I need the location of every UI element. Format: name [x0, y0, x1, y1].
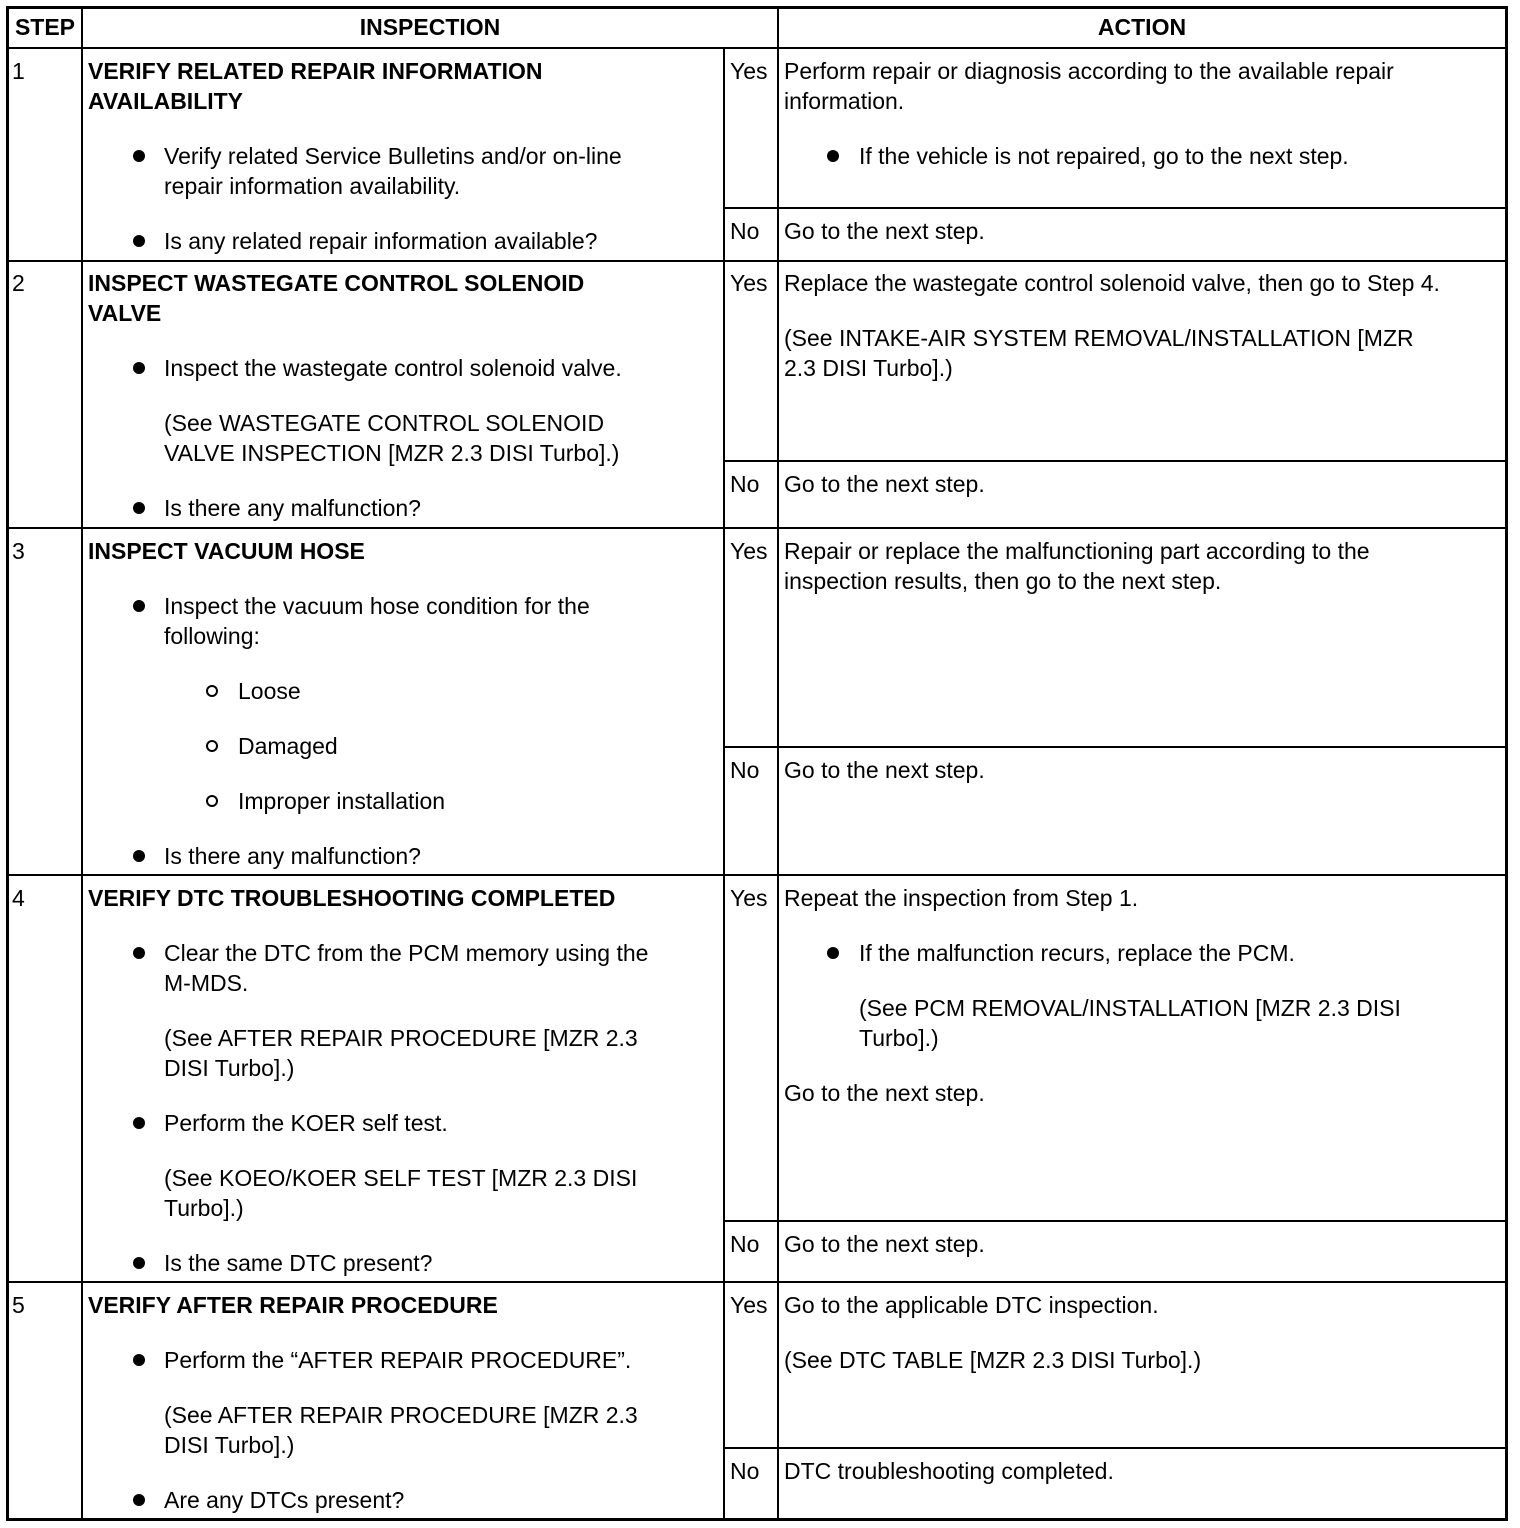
yes-action: Perform repair or diagnosis according to the available repair	[784, 58, 1394, 84]
bullet-icon	[133, 1354, 145, 1366]
circle-bullet-icon	[206, 740, 218, 752]
yes-label: Yes	[730, 1292, 768, 1318]
inspection-subitem: Damaged	[238, 733, 338, 759]
inspection-question: Is there any malfunction?	[164, 495, 421, 521]
yes-no-divider-4	[723, 1220, 1508, 1222]
yes-reference: Turbo].)	[859, 1025, 939, 1051]
yes-no-divider-3	[723, 746, 1508, 748]
step-title: VERIFY DTC TROUBLESHOOTING COMPLETED	[88, 885, 616, 911]
no-action: Go to the next step.	[784, 471, 985, 497]
no-label: No	[730, 1231, 760, 1257]
header-row-divider	[6, 47, 1508, 49]
yes-no-divider-1	[723, 207, 1508, 209]
yes-action-bullet: If the malfunction recurs, replace the PCM.	[859, 940, 1295, 966]
header-action: ACTION	[1097, 14, 1187, 40]
yes-reference: 2.3 DISI Turbo].)	[784, 355, 953, 381]
inspection-item: M-MDS.	[164, 970, 249, 996]
column-divider-yesno	[723, 48, 725, 1521]
step-number: 5	[12, 1292, 25, 1318]
no-action: Go to the next step.	[784, 218, 985, 244]
inspection-item: Perform the “AFTER REPAIR PROCEDURE”.	[164, 1347, 632, 1373]
no-label: No	[730, 757, 760, 783]
no-action: Go to the next step.	[784, 757, 985, 783]
yes-action: Repeat the inspection from Step 1.	[784, 885, 1139, 911]
header-inspection: INSPECTION	[359, 14, 501, 40]
yes-action: inspection results, then go to the next step.	[784, 568, 1222, 594]
yes-label: Yes	[730, 538, 768, 564]
inspection-subitem: Loose	[238, 678, 301, 704]
row-divider-1-2	[6, 260, 1508, 262]
column-divider-action	[777, 6, 779, 1521]
bullet-icon	[827, 947, 839, 959]
yes-no-divider-5	[723, 1447, 1508, 1449]
no-label: No	[730, 1458, 760, 1484]
bullet-icon	[133, 1494, 145, 1506]
row-divider-4-5	[6, 1281, 1508, 1283]
yes-action: Go to the applicable DTC inspection.	[784, 1292, 1159, 1318]
row-divider-2-3	[6, 527, 1508, 529]
yes-no-divider-2	[723, 460, 1508, 462]
step-title: VERIFY RELATED REPAIR INFORMATION	[88, 58, 543, 84]
yes-action: Repair or replace the malfunctioning part according to the	[784, 538, 1370, 564]
step-title: INSPECT VACUUM HOSE	[88, 538, 365, 564]
header-step: STEP	[14, 14, 76, 40]
column-divider-step	[81, 6, 83, 1521]
step-number: 3	[12, 538, 25, 564]
yes-action: Replace the wastegate control solenoid valve, then go to Step 4.	[784, 270, 1440, 296]
inspection-question: Is any related repair information available?	[164, 228, 598, 254]
inspection-item: Perform the KOER self test.	[164, 1110, 448, 1136]
bullet-icon	[133, 1117, 145, 1129]
bullet-icon	[827, 150, 839, 162]
inspection-item: repair information availability.	[164, 173, 461, 199]
yes-reference: (See PCM REMOVAL/INSTALLATION [MZR 2.3 DISI	[859, 995, 1401, 1021]
inspection-reference: DISI Turbo].)	[164, 1055, 295, 1081]
circle-bullet-icon	[206, 685, 218, 697]
inspection-reference: (See AFTER REPAIR PROCEDURE [MZR 2.3	[164, 1402, 638, 1428]
inspection-item: following:	[164, 623, 260, 649]
yes-label: Yes	[730, 270, 768, 296]
inspection-item: Clear the DTC from the PCM memory using the	[164, 940, 649, 966]
inspection-reference: (See KOEO/KOER SELF TEST [MZR 2.3 DISI	[164, 1165, 638, 1191]
bullet-icon	[133, 1257, 145, 1269]
table-border-bottom	[6, 1518, 1508, 1521]
inspection-question: Is the same DTC present?	[164, 1250, 433, 1276]
step-number: 1	[12, 58, 25, 84]
yes-label: Yes	[730, 58, 768, 84]
yes-label: Yes	[730, 885, 768, 911]
inspection-question: Is there any malfunction?	[164, 843, 421, 869]
bullet-icon	[133, 850, 145, 862]
inspection-subitem: Improper installation	[238, 788, 446, 814]
no-action: Go to the next step.	[784, 1231, 985, 1257]
yes-reference: (See INTAKE-AIR SYSTEM REMOVAL/INSTALLATION [MZR	[784, 325, 1414, 351]
no-action: DTC troubleshooting completed.	[784, 1458, 1114, 1484]
yes-action: Go to the next step.	[784, 1080, 985, 1106]
bullet-icon	[133, 947, 145, 959]
inspection-reference: DISI Turbo].)	[164, 1432, 295, 1458]
inspection-reference: VALVE INSPECTION [MZR 2.3 DISI Turbo].)	[164, 440, 620, 466]
step-title: INSPECT WASTEGATE CONTROL SOLENOID	[88, 270, 585, 296]
bullet-icon	[133, 362, 145, 374]
table-border-top	[6, 6, 1508, 9]
yes-action: information.	[784, 88, 905, 114]
no-label: No	[730, 218, 760, 244]
inspection-question: Are any DTCs present?	[164, 1487, 405, 1513]
step-number: 4	[12, 885, 25, 911]
inspection-item: Verify related Service Bulletins and/or on-line	[164, 143, 622, 169]
table-border-right	[1505, 6, 1508, 1521]
inspection-reference: (See WASTEGATE CONTROL SOLENOID	[164, 410, 605, 436]
step-number: 2	[12, 270, 25, 296]
inspection-reference: (See AFTER REPAIR PROCEDURE [MZR 2.3	[164, 1025, 638, 1051]
yes-action-bullet: If the vehicle is not repaired, go to the next step.	[859, 143, 1349, 169]
inspection-item: Inspect the wastegate control solenoid valve.	[164, 355, 622, 381]
inspection-item: Inspect the vacuum hose condition for the	[164, 593, 590, 619]
row-divider-3-4	[6, 874, 1508, 876]
no-label: No	[730, 471, 760, 497]
bullet-icon	[133, 502, 145, 514]
yes-reference: (See DTC TABLE [MZR 2.3 DISI Turbo].)	[784, 1347, 1202, 1373]
table-border-left	[6, 6, 9, 1521]
bullet-icon	[133, 150, 145, 162]
bullet-icon	[133, 235, 145, 247]
step-title: AVAILABILITY	[88, 88, 244, 114]
bullet-icon	[133, 600, 145, 612]
step-title: VERIFY AFTER REPAIR PROCEDURE	[88, 1292, 498, 1318]
step-title: VALVE	[88, 300, 162, 326]
circle-bullet-icon	[206, 795, 218, 807]
inspection-reference: Turbo].)	[164, 1195, 244, 1221]
